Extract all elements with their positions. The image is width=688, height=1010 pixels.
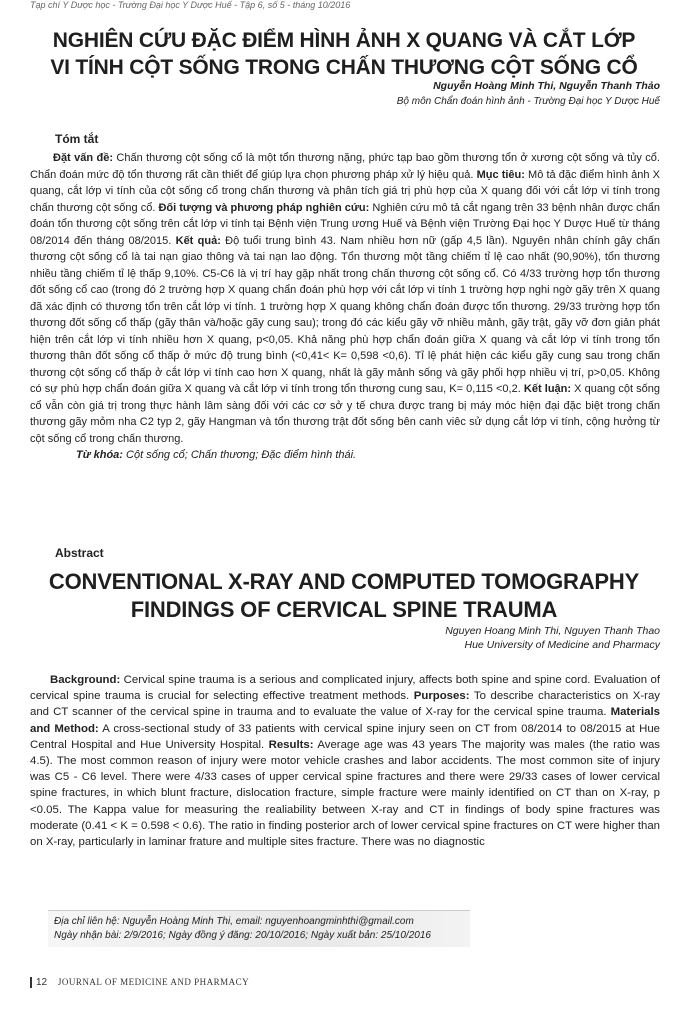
text-background-vi: Chấn thương cột sống cổ là một tổn thương nặng, phức tạp bao gồm thương tổn ở xương cột sống và tủy cổ. Chẩn đoán mức độ tổn thương rất cần thiết để giúp lựa chọn phương pháp xử lý hiệu quả. xyxy=(30,152,660,181)
abstract-vi-paragraph xyxy=(30,150,660,447)
label-background-vi: Đặt vấn đề: xyxy=(53,152,113,164)
authors-english: Nguyen Hoang Minh Thi, Nguyen Thanh Thao xyxy=(445,625,660,637)
article-dates: Ngày nhận bài: 2/9/2016; Ngày đồng ý đăng: 20/10/2016; Ngày xuất bản: 25/10/2016 xyxy=(54,930,431,941)
authors-english-block xyxy=(445,624,660,652)
title-en-line-2: FINDINGS OF CERVICAL SPINE TRAUMA xyxy=(130,597,558,622)
label-background-en: Background: xyxy=(50,674,121,686)
text-keywords-vi: Cột sống cổ; Chấn thương; Đặc điểm hình thái. xyxy=(122,449,357,461)
text-methods-vi: Nghiên cứu mô tả cắt ngang trên 33 bệnh nhân được chẩn đoán tổn thương cột sống trên cắt lớp vi tính tại Bệnh viện Trung ương Huế và Bệnh viện Trường Đại học Y Dược Huế từ tháng 08/2014 đến tháng 08/2015. xyxy=(30,201,660,247)
label-methods-vi: Đối tượng và phương pháp nghiên cứu: xyxy=(158,201,370,214)
label-purposes-en: Purposes: xyxy=(413,690,470,703)
label-conclusion-vi: Kết luận: xyxy=(523,383,572,395)
page-footer xyxy=(30,977,249,988)
abstract-en-paragraph xyxy=(30,672,660,850)
label-methods-en: Materials and Method: xyxy=(30,706,660,735)
label-results-en: Results: xyxy=(268,738,314,751)
abstract-english xyxy=(30,672,660,850)
running-header: Tạp chí Y Dược học - Trường Đại học Y Dược Huế - Tập 6, số 5 - tháng 10/2016 xyxy=(30,0,351,10)
label-keywords-vi: Từ khóa: xyxy=(76,449,123,461)
abstract-heading: Abstract xyxy=(55,546,104,560)
text-results-en: Average age was 43 years The majority was males (the ratio was 4.5). The most common reason of injury were motor vehicle crashes and labor accidents. The most common site of injury was C5 - C6 level. There were 4/33 cases of upper cervical spine fractures and there were 29/33 cases of lower cervical spine fractures, in which blunt fracture, dislocation fracture, simple fracture were mainly identified on CT than on X-ray, p <0.05. The Kappa value for measuring the realiability between X-ray and CT in findings of body spine fractures was moderate (0.41 < K = 0.598 < 0.6). The ratio in finding posterior arch of lower cervical spine fractures on CT were higher than on X-ray, particularly in laminar frature and multiple sites fracture. There was no diagnostic xyxy=(30,738,660,849)
abstract-vietnamese xyxy=(30,150,660,464)
label-objective-vi: Mục tiêu: xyxy=(476,168,525,181)
label-results-vi: Kết quả: xyxy=(175,234,221,247)
page-number: 12 xyxy=(30,977,47,988)
contact-info-box xyxy=(48,910,470,947)
authors-vietnamese: Nguyễn Hoàng Minh Thi, Nguyễn Thanh Thảo xyxy=(433,80,660,92)
affiliation-english: Hue University of Medicine and Pharmacy xyxy=(464,639,660,651)
text-methods-en: A cross-sectional study of 33 patients with cervical spine injury seen on CT from 08/2014 to 08/2015 at Hue Central Hospital and Hue University Hospital. xyxy=(30,722,660,751)
tom-tat-heading: Tóm tắt xyxy=(55,132,99,146)
affiliation-vietnamese: Bộ môn Chẩn đoán hình ảnh - Trường Đại học Y Dược Huế xyxy=(396,96,660,107)
journal-name: JOURNAL OF MEDICINE AND PHARMACY xyxy=(57,977,250,987)
text-background-en: Cervical spine trauma is a serious and complicated injury, affects both spine and spine cord. Evaluation of cervical spine trauma is crucial for selecting effective treatment methods. xyxy=(30,674,660,703)
text-purposes-en: To describe characteristics on X-ray and CT scanner of the cervical spine in trauma and to evaluate the value of X-ray for the cervical spine trauma. xyxy=(30,690,660,719)
text-conclusion-vi: X quang cột sống cổ vẫn còn giá trị trong thực hành lâm sàng đối với các cơ sở y tế chưa được trang bị máy móc hiện đại đặc biệt trong chấn thương gãy mỏm nha C2 typ 2, gãy Hangman và tổn thương trật đốt sống bên canh viêc sử dụng cắt lớp vi tính, cộng hưởng từ cột sống cổ trong chấn thương. xyxy=(30,383,660,445)
contact-address: Địa chỉ liên hệ: Nguyễn Hoàng Minh Thi, email: nguyenhoangminhthi@gmail.com xyxy=(54,916,414,927)
text-objective-vi: Mô tả đặc điểm hình ảnh X quang, cắt lớp vi tính của cột sống cổ trong chấn thương và phân tích giá trị phù hợp của X quang đối với cắt lớp vi tính trong chấn thương cột sống cổ. xyxy=(30,168,660,214)
title-vi-line-1: NGHIÊN CỨU ĐẶC ĐIỂM HÌNH ẢNH X QUANG VÀ CẮT LỚP xyxy=(52,29,636,52)
keywords-vi xyxy=(30,447,660,464)
title-vi-line-2: VI TÍNH CỘT SỐNG TRONG CHẤN THƯƠNG CỘT SỐNG CỔ xyxy=(50,56,638,79)
title-vietnamese xyxy=(0,27,688,81)
title-en-line-1: CONVENTIONAL X-RAY AND COMPUTED TOMOGRAPHY xyxy=(48,569,640,594)
title-english xyxy=(0,568,688,624)
text-results-vi: Độ tuổi trung bình 43. Nam nhiều hơn nữ (gấp 4,5 lần). Nguyên nhân chính gây chấn thương cột sống cổ là tai nạn giao thông và tai nạn lao động. Tổn thương một tầng chiếm tỉ lệ cao nhất (90,90%), tổn thương nhiều tầng chiếm tỉ lệ thấp 9,10%. C5-C6 là vị trí hay gặp nhất trong chấn thương cột sống cổ. Có 4/33 trường hợp tổn thương đốt sống cổ cao (trong đó 2 trường hợp X quang chẩn đoán phù hợp với cắt lớp vi tính 1 trường hợp nghi ngờ gãy trên X quang đã xác định có thương tổn trên cắt lớp vi tính. 1 trường hợp X quang không chẩn đoán được tổn thương. 29/33 trường hợp tổn thương đốt sống cổ thấp (gãy thân và/hoặc gãy cung sau); trong đó các kiểu gãy vỡ nhiều mảnh, gãy trật, gãy vỡ đơn giản phát hiện trên cắt lớp vi tính nhiều hơn X quang, p<0,05. Khả năng phù hợp chẩn đoán giữa X quang và cắt lớp vi tính trong tổn thương thân đốt sống cổ thấp ở mức độ trung bình (<0,41< K= 0,598 <0,6). Tỉ lệ phát hiện các kiểu gãy cung sau trong chấn thương cột sống cổ thấp ở cắt lớp vi tính cao hơn X quang, nhất là gãy mảnh sống và gãy phối hợp nhiều vị trí, p>0,05. Không có sự phù hợp chẩn đoán giữa X quang và cắt lớp vi tính trong tổn thương cung sau, K= 0,115 <0,2. xyxy=(30,234,661,395)
